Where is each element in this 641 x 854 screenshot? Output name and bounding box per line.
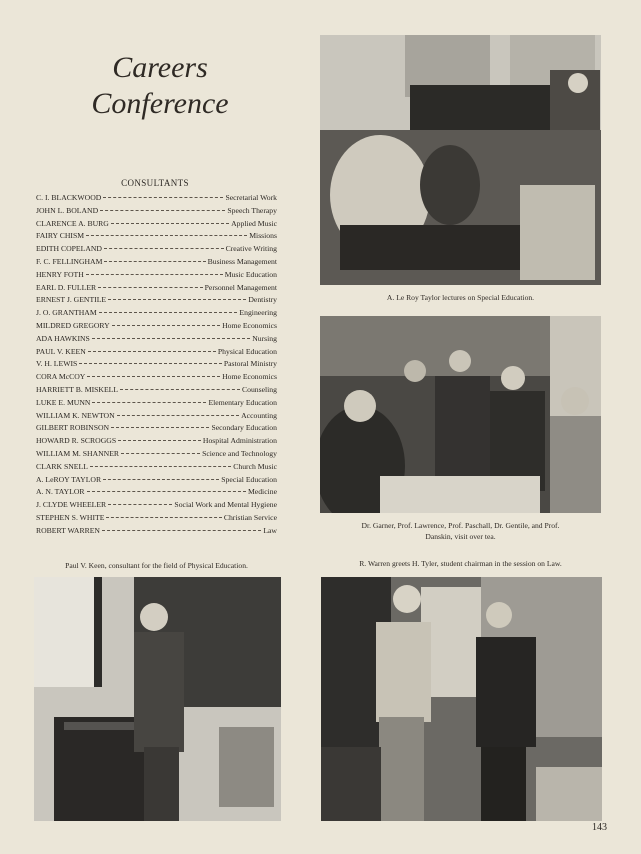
leader-dots	[92, 402, 206, 403]
leader-dots	[120, 389, 240, 390]
consultant-field: Special Education	[221, 474, 277, 484]
leader-dots	[99, 312, 238, 313]
consultant-entry	[36, 358, 277, 371]
consultant-field: Church Music	[233, 461, 277, 471]
consultant-entry	[36, 256, 277, 269]
consultant-field: Medicine	[247, 487, 277, 497]
leader-dots	[86, 235, 247, 236]
consultant-name: A. LeROY TAYLOR	[36, 474, 102, 484]
consultant-field: Nursing	[252, 333, 277, 343]
consultant-name: MILDRED GREGORY	[36, 320, 110, 330]
leader-dots	[108, 299, 246, 300]
caption-keen: Paul V. Keen, consultant for the field of Physical Education.	[65, 561, 248, 570]
consultant-name: J. CLYDE WHEELER	[36, 500, 107, 510]
consultant-name: LUKE E. MUNN	[36, 397, 91, 407]
leader-dots	[118, 440, 201, 441]
consultant-field: Counseling	[241, 384, 277, 394]
consultant-entry	[36, 512, 277, 525]
consultant-entry	[36, 397, 277, 410]
consultant-name: J. O. GRANTHAM	[36, 308, 97, 318]
consultant-field: Missions	[249, 231, 277, 241]
leader-dots	[79, 363, 222, 364]
consultant-name: PAUL V. KEEN	[36, 346, 86, 356]
consultant-field: Secondary Education	[211, 423, 277, 433]
leader-dots	[98, 287, 202, 288]
consultant-entry	[36, 218, 277, 231]
leader-dots	[102, 530, 261, 531]
consultant-field: Physical Education	[217, 346, 277, 356]
consultant-name: ADA HAWKINS	[36, 333, 90, 343]
consultant-field: Secretarial Work	[225, 193, 277, 202]
consultants-list	[36, 192, 277, 538]
consultant-entry	[36, 499, 277, 512]
consultant-field: Pastoral Ministry	[223, 359, 277, 369]
leader-dots	[111, 427, 209, 428]
consultant-entry	[36, 333, 277, 346]
consultant-name: CORA McCOY	[36, 372, 86, 382]
leader-dots	[104, 248, 224, 249]
consultant-entry	[36, 205, 277, 218]
consultant-field: Business Management	[207, 256, 277, 266]
leader-dots	[103, 479, 219, 480]
leader-dots	[108, 504, 172, 505]
photo-keen	[34, 577, 281, 821]
leader-dots	[92, 338, 250, 339]
consultant-name: C. I. BLACKWOOD	[36, 193, 102, 202]
consultant-name: ROBERT WARREN	[36, 525, 100, 535]
consultant-entry	[36, 448, 277, 461]
caption-visit-line-2: Danskin, visit over tea.	[425, 532, 496, 541]
caption-taylor: A. Le Roy Taylor lectures on Special Education.	[386, 293, 535, 302]
leader-dots	[90, 466, 231, 467]
leader-dots	[87, 376, 220, 377]
consultant-field: Home Economics	[222, 372, 277, 382]
consultant-name: F. C. FELLINGHAM	[36, 256, 103, 266]
consultant-field: Elementary Education	[208, 397, 277, 407]
consultant-entry	[36, 384, 277, 397]
photo-warren-tyler	[321, 577, 602, 821]
consultant-name: WILLIAM M. SHANNER	[36, 448, 120, 458]
leader-dots	[104, 261, 205, 262]
page-title	[40, 50, 280, 122]
leader-dots	[86, 274, 223, 275]
consultant-entry	[36, 346, 277, 359]
consultant-field: Law	[263, 525, 277, 535]
caption-visit-line-1: Dr. Garner, Prof. Lawrence, Prof. Paschall, Dr. Gentile, and Prof.	[361, 521, 560, 530]
consultant-name: STEPHEN S. WHITE	[36, 512, 105, 522]
consultant-entry	[36, 307, 277, 320]
consultant-name: JOHN L. BOLAND	[36, 205, 99, 215]
consultant-name: CLARENCE A. BURG	[36, 218, 109, 228]
leader-dots	[112, 325, 220, 326]
leader-dots	[121, 453, 200, 454]
consultant-field: Social Work and Mental Hygiene	[174, 500, 277, 510]
leader-dots	[87, 491, 246, 492]
consultant-field: Science and Technology	[202, 448, 277, 458]
consultant-field: Speech Therapy	[227, 205, 277, 215]
consultant-name: FAIRY CHISM	[36, 231, 85, 241]
consultants-heading: CONSULTANTS	[121, 178, 189, 188]
consultant-entry	[36, 269, 277, 282]
leader-dots	[88, 351, 216, 352]
caption-warren: R. Warren greets H. Tyler, student chairman in the session on Law.	[359, 559, 562, 568]
consultant-field: Hospital Administration	[202, 436, 277, 446]
consultant-name: EARL D. FULLER	[36, 282, 97, 292]
consultant-field: Home Economics	[222, 320, 277, 330]
consultant-name: ERNEST J. GENTILE	[36, 295, 107, 305]
consultant-entry	[36, 410, 277, 423]
consultant-field: Creative Writing	[225, 244, 277, 254]
leader-dots	[106, 517, 221, 518]
consultant-field: Christian Service	[223, 512, 277, 522]
consultant-entry	[36, 243, 277, 256]
leader-dots	[103, 197, 223, 198]
title-line-1: Careers	[112, 51, 208, 84]
consultant-name: HOWARD R. SCROGGS	[36, 436, 117, 446]
caption-visit	[320, 520, 601, 542]
consultant-entry	[36, 230, 277, 243]
consultant-name: A. N. TAYLOR	[36, 487, 85, 497]
photo-tea-visit	[320, 316, 601, 513]
photo-taylor-lecture	[320, 35, 601, 285]
consultant-field: Engineering	[239, 308, 277, 318]
consultant-field: Dentistry	[248, 295, 277, 305]
consultant-entry	[36, 320, 277, 333]
consultant-field: Applied Music	[231, 218, 277, 228]
leader-dots	[117, 415, 239, 416]
consultant-entry	[36, 282, 277, 295]
consultant-name: HARRIETT B. MISKELL	[36, 384, 119, 394]
consultant-name: WILLIAM K. NEWTON	[36, 410, 115, 420]
consultant-name: HENRY FOTH	[36, 269, 84, 279]
page-number: 143	[592, 822, 607, 833]
consultant-entry	[36, 486, 277, 499]
consultant-entry	[36, 422, 277, 435]
title-line-2: Conference	[91, 87, 229, 120]
consultant-entry	[36, 294, 277, 307]
leader-dots	[100, 210, 225, 211]
consultant-field: Music Education	[224, 269, 277, 279]
consultant-name: GILBERT ROBINSON	[36, 423, 110, 433]
consultant-field: Personnel Management	[204, 282, 277, 292]
consultant-name: EDITH COPELAND	[36, 244, 102, 254]
consultant-name: V. H. LEWIS	[36, 359, 78, 369]
consultant-entry	[36, 435, 277, 448]
consultant-entry	[36, 525, 277, 538]
consultant-entry	[36, 371, 277, 384]
consultant-entry	[36, 461, 277, 474]
consultant-field: Accounting	[241, 410, 277, 420]
leader-dots	[111, 223, 229, 224]
consultant-name: CLARK SNELL	[36, 461, 88, 471]
consultant-entry	[36, 474, 277, 487]
consultant-entry	[36, 192, 277, 205]
